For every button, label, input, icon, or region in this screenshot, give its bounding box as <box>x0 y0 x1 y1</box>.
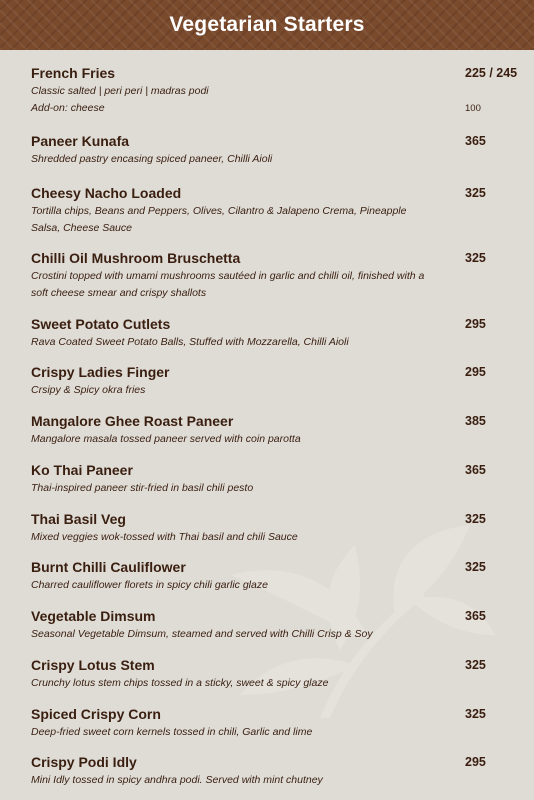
item-name: Crispy Ladies Finger <box>31 364 170 380</box>
item-description: Mini Idly tossed in spicy andhra podi. Served with mint chutney <box>31 774 323 786</box>
menu-item <box>31 185 521 237</box>
item-price: 385 <box>465 414 486 428</box>
menu-item <box>31 559 521 594</box>
menu-item <box>31 250 521 302</box>
menu-item <box>31 608 521 643</box>
item-description: Crunchy lotus stem chips tossed in a sticky, sweet & spicy glaze <box>31 677 329 689</box>
item-description: Rava Coated Sweet Potato Balls, Stuffed with Mozzarella, Chilli Aioli <box>31 336 349 348</box>
item-description: Classic salted | peri peri | madras podi <box>31 85 209 97</box>
menu-item <box>31 511 521 546</box>
item-name: French Fries <box>31 65 116 81</box>
section-header <box>0 0 534 50</box>
menu-item <box>31 316 521 351</box>
item-price: 325 <box>465 707 486 721</box>
item-price: 295 <box>465 755 486 769</box>
item-description: Crostini topped with umami mushrooms sautéed in garlic and chilli oil, finished with a soft cheese smear and crispy shallots <box>31 270 425 299</box>
item-description: Mixed veggies wok-tossed with Thai basil and chili Sauce <box>31 531 298 543</box>
item-name: Paneer Kunafa <box>31 133 130 149</box>
item-price: 325 <box>465 560 486 574</box>
item-name: Spiced Crispy Corn <box>31 706 161 722</box>
item-price: 295 <box>465 317 486 331</box>
menu-item <box>31 706 521 741</box>
item-name: Mangalore Ghee Roast Paneer <box>31 413 234 429</box>
item-name: Burnt Chilli Cauliflower <box>31 559 186 575</box>
item-name: Cheesy Nacho Loaded <box>31 185 182 201</box>
item-price: 325 <box>465 512 486 526</box>
menu-item <box>31 364 521 399</box>
item-description: Deep-fried sweet corn kernels tossed in chili, Garlic and lime <box>31 726 313 738</box>
menu-item <box>31 754 521 789</box>
item-name: Chilli Oil Mushroom Bruschetta <box>31 250 241 266</box>
item-name: Crispy Lotus Stem <box>31 657 155 673</box>
item-name: Sweet Potato Cutlets <box>31 316 171 332</box>
item-name: Crispy Podi Idly <box>31 754 137 770</box>
item-price: 325 <box>465 186 486 200</box>
item-description: Tortilla chips, Beans and Peppers, Olives, Cilantro & Jalapeno Crema, Pineapple Salsa, Cheese Sauce <box>31 205 407 234</box>
section-title: Vegetarian Starters <box>169 13 365 36</box>
menu-item <box>31 413 521 448</box>
item-description: Seasonal Vegetable Dimsum, steamed and served with Chilli Crisp & Soy <box>31 628 373 640</box>
item-description: Mangalore masala tossed paneer served with coin parotta <box>31 433 301 445</box>
item-price: 295 <box>465 365 486 379</box>
item-description: Crsipy & Spicy okra fries <box>31 384 146 396</box>
item-name: Ko Thai Paneer <box>31 462 133 478</box>
item-price: 325 <box>465 658 486 672</box>
item-price: 365 <box>465 134 486 148</box>
menu-item <box>31 462 521 497</box>
item-description: Shredded pastry encasing spiced paneer, Chilli Aioli <box>31 153 273 165</box>
item-description: Thai-inspired paneer stir-fried in basil chili pesto <box>31 482 254 494</box>
addon-price: 100 <box>465 103 481 114</box>
item-price: 365 <box>465 463 486 477</box>
item-price: 325 <box>465 251 486 265</box>
item-addon: Add-on: cheese <box>31 102 105 114</box>
menu-item <box>31 657 521 692</box>
item-name: Thai Basil Veg <box>31 511 126 527</box>
menu-item <box>31 133 521 168</box>
item-description: Charred cauliflower florets in spicy chili garlic glaze <box>31 579 268 591</box>
item-price: 225 / 245 <box>465 66 518 80</box>
menu-item <box>31 65 521 117</box>
item-price: 365 <box>465 609 486 623</box>
item-name: Vegetable Dimsum <box>31 608 156 624</box>
